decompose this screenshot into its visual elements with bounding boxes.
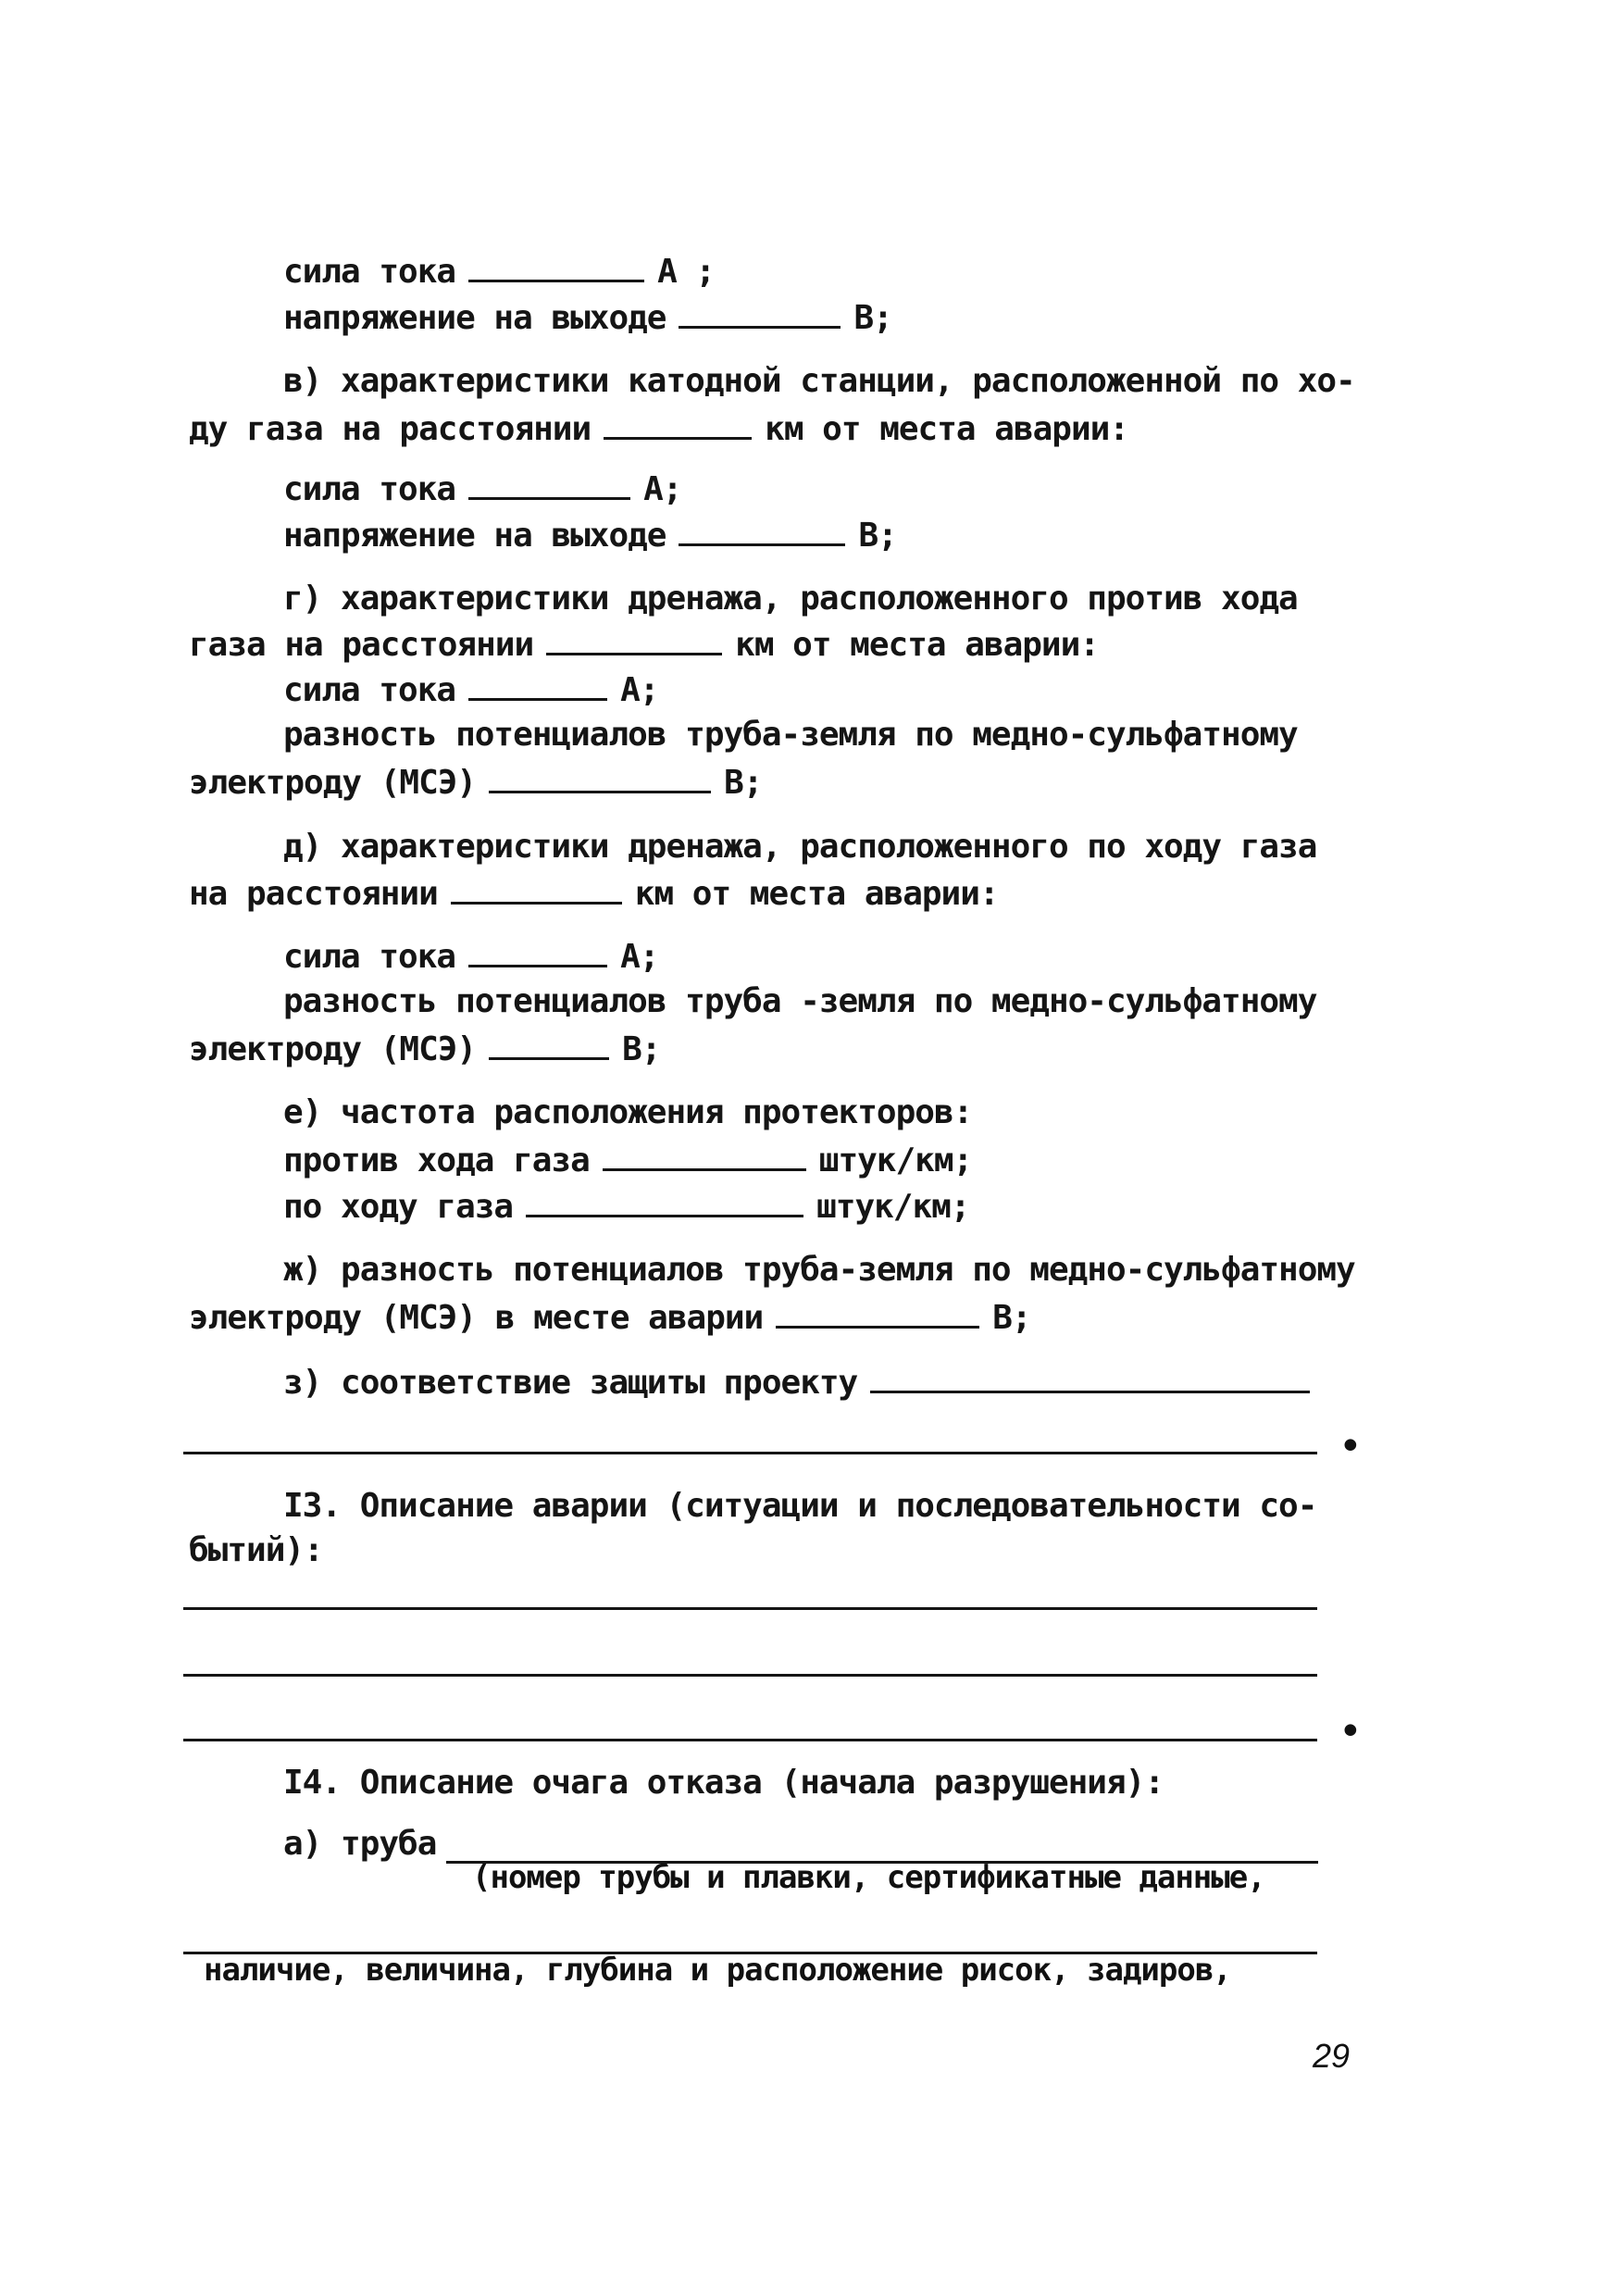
blank-rule[interactable]	[183, 1452, 1317, 1454]
item-e-line1: е) частота расположения протекторов:	[283, 1093, 973, 1131]
section-13-heading-cont: бытий):	[189, 1531, 323, 1569]
blank-field[interactable]	[603, 1139, 806, 1171]
item-g-potential: разность потенциалов труба-земля по медно-сульфатному	[283, 716, 1298, 754]
item-a-caption: (номер трубы и плавки, сертификатные данные,	[472, 1859, 1265, 1896]
item-zh-line1: ж) разность потенциалов труба-земля по медно-сульфатному	[283, 1251, 1355, 1289]
section-13-heading: I3. Описание аварии (ситуации и последовательности со-	[283, 1487, 1317, 1525]
section-14-heading: I4. Описание очага отказа (начала разрушения):	[283, 1764, 1164, 1802]
item-g-electrode: электроду (МСЭ) В;	[189, 761, 762, 804]
item-a-caption-cont: наличие, величина, глубина и расположение рисок, задиров,	[204, 1952, 1231, 1989]
blank-field[interactable]	[870, 1361, 1310, 1393]
blank-field[interactable]	[679, 296, 841, 329]
item-v-voltage: напряжение на выходе В;	[283, 514, 897, 556]
item-e-along: по ходу газа штук/км;	[283, 1185, 969, 1228]
item-a-label: а) труба	[283, 1825, 437, 1863]
item-g-line1: г) характеристики дренажа, расположенного против хода	[283, 580, 1298, 618]
bullet-dot: •	[1340, 1428, 1361, 1466]
item-d-potential: разность потенциалов труба -земля по медно-сульфатному	[283, 982, 1317, 1020]
voltage-line: напряжение на выходе В;	[283, 296, 892, 339]
blank-field[interactable]	[468, 250, 644, 282]
bullet-dot: •	[1340, 1713, 1361, 1751]
blank-field[interactable]	[604, 407, 752, 440]
item-g-line2: газа на расстоянии км от места аварии:	[189, 623, 1099, 666]
item-v-current: сила тока А;	[283, 468, 681, 510]
blank-field[interactable]	[451, 872, 622, 905]
blank-rule[interactable]	[183, 1739, 1317, 1741]
item-e-against: против хода газа штук/км;	[283, 1139, 972, 1181]
blank-rule[interactable]	[183, 1674, 1317, 1677]
page-number: 29	[1313, 2037, 1351, 2075]
blank-rule[interactable]	[183, 1607, 1317, 1610]
item-v-line2: ду газа на расстоянии км от места аварии:	[189, 407, 1128, 450]
blank-field[interactable]	[526, 1185, 803, 1217]
blank-field[interactable]	[468, 468, 630, 500]
current-line: сила тока А ;	[283, 250, 715, 293]
blank-field[interactable]	[489, 761, 711, 793]
blank-field[interactable]	[776, 1296, 979, 1329]
item-d-line1: д) характеристики дренажа, расположенного по ходу газа	[283, 828, 1317, 866]
blank-field[interactable]	[489, 1028, 609, 1060]
item-d-current: сила тока А;	[283, 935, 658, 978]
item-g-current: сила тока А;	[283, 668, 658, 711]
blank-field[interactable]	[546, 623, 722, 655]
item-d-line2: на расстоянии км от места аварии:	[189, 872, 999, 915]
blank-field[interactable]	[468, 935, 607, 967]
item-z-line1: з) соответствие защиты проекту	[283, 1361, 1323, 1404]
item-zh-line2: электроду (МСЭ) в месте аварии В;	[189, 1296, 1031, 1339]
item-v-line1: в) характеристики катодной станции, расположенной по хо-	[283, 362, 1355, 400]
blank-field[interactable]	[679, 514, 845, 546]
item-d-electrode: электроду (МСЭ) В;	[189, 1028, 660, 1070]
blank-field[interactable]	[468, 668, 607, 701]
